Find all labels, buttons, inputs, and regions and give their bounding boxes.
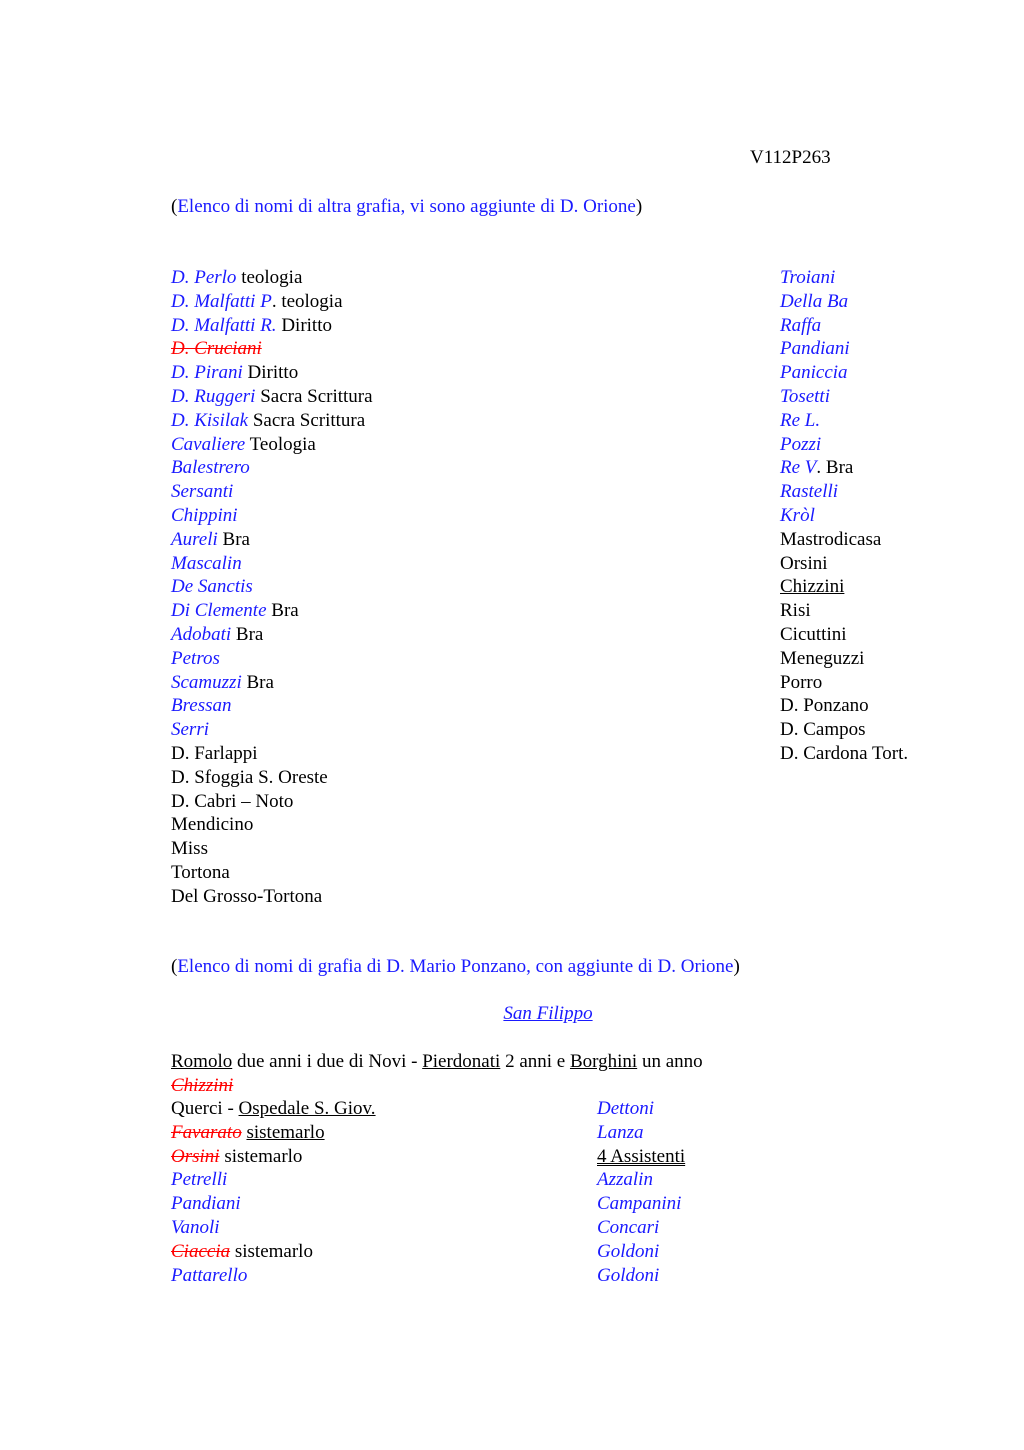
section2-right-list [597,1097,685,1287]
double-underlined-text: 4 Assistenti [597,1145,686,1167]
open-paren: ( [171,956,178,977]
person-name: Aureli [171,528,218,550]
person-name: Cavaliere [171,433,246,455]
entry-text: Del Grosso-Tortona [171,885,323,907]
person-name: D. Malfatti R. [171,314,277,336]
list-item [171,290,373,314]
entry-text: Tortona [171,861,230,883]
person-name: Paniccia [780,362,848,384]
intro-text: un anno [637,1051,703,1072]
struck-name: Favarato [171,1121,242,1143]
list-item [780,552,908,576]
person-name: Goldoni [597,1264,660,1286]
list-item [780,385,908,409]
list-item [780,290,908,314]
person-name: Campanini [597,1193,682,1215]
person-name: Petrelli [171,1169,228,1191]
list-item [780,742,908,766]
section2-left-list [171,1097,376,1287]
person-name: Tosetti [780,385,830,407]
person-name: Vanoli [171,1216,220,1238]
entry-note: sistemarlo [219,1145,303,1167]
underlined-text: Ospedale S. Giov. [238,1098,376,1119]
entry-note: Sacra Scrittura [248,409,366,431]
note-text: Elenco di nomi di grafia di D. Mario Ponzano, con aggiunte di D. Orione [177,956,734,977]
entry-text: D. Farlappi [171,742,258,764]
list-item [171,314,373,338]
list-item [171,1121,376,1145]
list-item [780,456,908,480]
entry-note: . Bra [816,457,854,479]
person-name: D. Malfatti P [171,290,272,312]
struck-name: D. Cruciani [171,338,262,360]
person-name: Bressan [171,695,232,717]
entry-note: Diritto [276,314,332,336]
list-item [780,314,908,338]
intro-name: Borghini [569,1051,638,1072]
person-name: Pattarello [171,1264,248,1286]
intro-text: 2 anni e [500,1051,570,1072]
list-item [171,409,373,433]
list-item [171,742,373,766]
list-item [780,409,908,433]
list-item [780,504,908,528]
person-name: Di Clemente [171,600,267,622]
list-item [171,718,373,742]
page-id: V112P263 [750,147,831,168]
heading-row [0,1002,1024,1026]
person-name: Re V [780,457,817,479]
entry-text: Mastrodicasa [780,528,882,550]
person-name: Adobati [171,623,232,645]
person-name: Sersanti [171,481,234,503]
list-item [171,575,373,599]
list-item [171,694,373,718]
struck-name: Orsini [171,1145,220,1167]
section-heading: San Filippo [503,1003,593,1024]
open-paren: ( [171,196,178,217]
struck-name: Ciaccia [171,1240,231,1262]
list-item [780,694,908,718]
person-name: De Sanctis [171,576,253,598]
list-item [171,552,373,576]
list-item [171,671,373,695]
list-item [171,433,373,457]
list-item [171,861,373,885]
intro-name: Romolo [171,1051,233,1072]
intro-line [171,1050,703,1074]
list-item [171,623,373,647]
person-name: Concari [597,1216,660,1238]
list-item [780,575,908,599]
person-name: Della Ba [780,290,849,312]
list-item [171,1240,376,1264]
list-item [171,837,373,861]
list-item [171,480,373,504]
person-name: D. Perlo [171,267,237,288]
person-name: Lanza [597,1121,644,1143]
close-paren: ) [635,196,643,217]
person-name: D. Kisilak [171,409,249,431]
list-item [597,1264,685,1288]
entry-note: sistemarlo [230,1240,313,1262]
person-name: Pozzi [780,433,822,455]
list-item [171,504,373,528]
person-name: Raffa [780,314,822,336]
underlined-text: sistemarlo [246,1121,325,1143]
entry-note: Bra [241,671,274,693]
entry-text: Porro [780,671,823,693]
list-item [171,337,373,361]
intro-name: Pierdonati [422,1051,501,1072]
list-item [171,456,373,480]
entry-text: Meneguzzi [780,647,865,669]
list-item [171,790,373,814]
entry-note: . teologia [271,290,343,312]
entry-note: Bra [231,623,264,645]
person-name: Troiani [780,267,836,288]
person-name: Balestrero [171,457,250,479]
list-item [780,671,908,695]
underlined-text: Chizzini [780,576,845,598]
list-item [780,433,908,457]
close-paren: ) [733,956,740,977]
list-item [171,885,373,909]
list-item [597,1121,685,1145]
list-item [171,1264,376,1288]
person-name: D. Pirani [171,362,243,384]
person-name: Pandiani [780,338,850,360]
person-name: Re L. [780,409,821,431]
entry-text: Querci - [171,1098,239,1119]
list-item [597,1192,685,1216]
section1-left-list [171,266,373,909]
entry-note: Teologia [245,433,316,455]
entry-text: Cicuttini [780,623,847,645]
person-name: Serri [171,719,209,741]
list-item [171,647,373,671]
entry-text: D. Campos [780,719,866,741]
section1-note [171,195,642,219]
section1-right-list [780,266,908,766]
note-text: Elenco di nomi di altra grafia, vi sono aggiunte di D. Orione [177,196,636,217]
person-name: Mascalin [171,552,242,574]
list-item [171,361,373,385]
list-item [171,1192,376,1216]
list-item [780,647,908,671]
list-item [780,623,908,647]
entry-text: D. Sfoggia S. Oreste [171,766,328,788]
person-name: D. Ruggeri [171,385,256,407]
list-item [597,1240,685,1264]
entry-text: Mendicino [171,814,254,836]
list-item [171,266,373,290]
struck-name: Chizzini [171,1075,234,1096]
entry-text: D. Cardona Tort. [780,742,909,764]
person-name: Chippini [171,504,238,526]
person-name: Dettoni [597,1098,654,1119]
list-item [597,1168,685,1192]
list-item [780,337,908,361]
person-name: Petros [171,647,220,669]
list-item [171,385,373,409]
entry-note: Bra [217,528,250,550]
list-item [780,599,908,623]
entry-text: D. Cabri – Noto [171,790,294,812]
list-item [780,480,908,504]
entry-text: Risi [780,600,811,622]
list-item [597,1216,685,1240]
entry-note: Bra [266,600,299,622]
list-item [171,1168,376,1192]
entry-note: teologia [236,267,303,288]
list-item [780,528,908,552]
person-name: Goldoni [597,1240,660,1262]
person-name: Pandiani [171,1193,241,1215]
list-item [171,528,373,552]
list-item [597,1145,685,1169]
entry-text: Orsini [780,552,828,574]
entry-text: Miss [171,838,208,860]
person-name: Rastelli [780,481,839,503]
person-name: Azzalin [597,1169,653,1191]
list-item [780,361,908,385]
list-item [780,718,908,742]
intro-text: due anni i due di Novi - [232,1051,423,1072]
entry-note: Diritto [242,362,299,384]
list-item [171,599,373,623]
section2-note [171,955,740,979]
list-item [171,1216,376,1240]
list-item [171,766,373,790]
list-item [171,813,373,837]
list-item [171,1097,376,1121]
entry-note: Sacra Scrittura [255,385,373,407]
person-name: Scamuzzi [171,671,242,693]
list-item [780,266,908,290]
list-item [171,1145,376,1169]
list-item [597,1097,685,1121]
person-name: Kròl [780,504,815,526]
entry-text: D. Ponzano [780,695,869,717]
